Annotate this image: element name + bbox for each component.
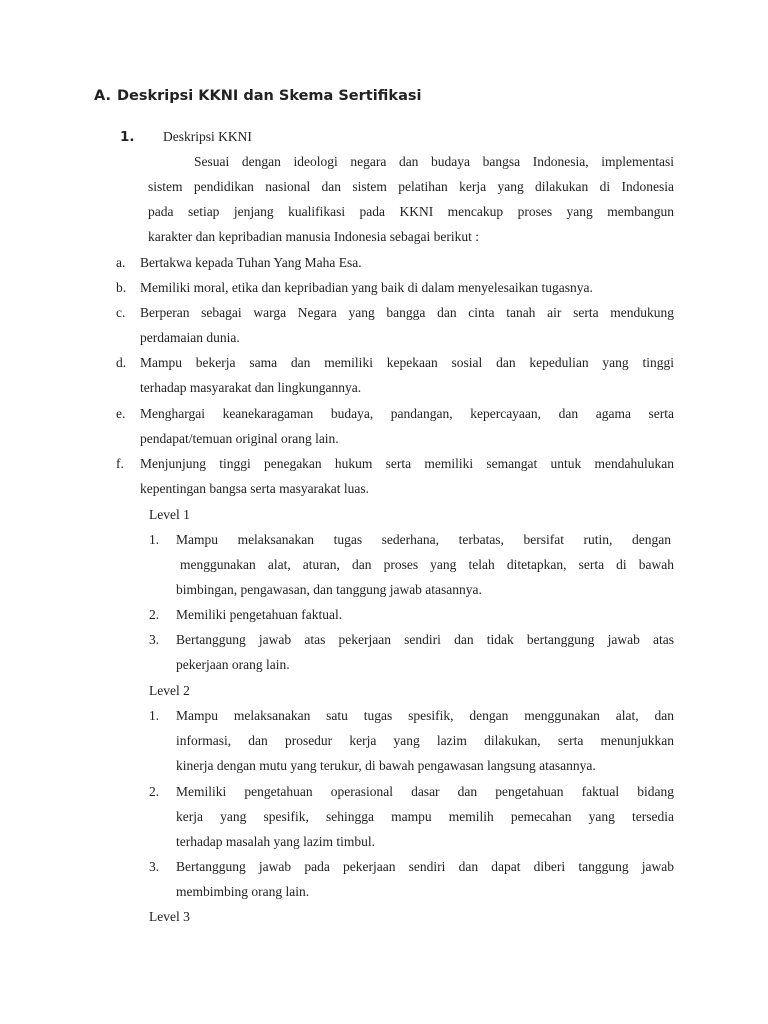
subsection-number: 1. <box>120 129 135 145</box>
list-marker: e. <box>116 406 126 421</box>
list-marker: d. <box>116 355 127 370</box>
level-item-continuation: kerja yang spesifik, sehingga mampu memilih pemecahan yang tersedia <box>176 809 674 824</box>
level-item-number: 1. <box>149 708 160 723</box>
level-item-continuation: informasi, dan prosedur kerja yang lazim dilakukan, serta menunjukkan <box>176 733 674 748</box>
section-title: Deskripsi KKNI dan Skema Sertifikasi <box>117 88 422 104</box>
level-item-number: 2. <box>149 607 160 622</box>
level-item-number: 3. <box>149 859 160 874</box>
intro-line: pada setiap jenjang kualifikasi pada KKNI mencakup proses yang membangun <box>148 204 674 219</box>
intro-line: karakter dan kepribadian manusia Indonesia sebagai berikut : <box>148 229 480 244</box>
subsection-title: Deskripsi KKNI <box>163 129 252 144</box>
level-item-number: 2. <box>149 784 160 799</box>
list-marker: b. <box>116 280 127 295</box>
list-item: Menjunjung tinggi penegakan hukum serta memiliki semangat untuk mendahulukan <box>140 456 674 471</box>
level-item-continuation: terhadap masalah yang lazim timbul. <box>176 834 376 849</box>
level-item: Memiliki pengetahuan operasional dasar dan pengetahuan faktual bidang <box>176 784 674 799</box>
level-item-continuation: menggunakan alat, aturan, dan proses yang telah ditetapkan, serta di bawah <box>180 557 674 572</box>
intro-line: Sesuai dengan ideologi negara dan budaya bangsa Indonesia, implementasi <box>194 154 674 169</box>
list-item-continuation: kepentingan bangsa serta masyarakat luas. <box>140 481 370 496</box>
section-letter: A. <box>94 88 111 104</box>
level-item: Bertanggung jawab pada pekerjaan sendiri dan dapat diberi tanggung jawab <box>176 859 674 874</box>
list-marker: c. <box>116 305 126 320</box>
level-item: Mampu melaksanakan satu tugas spesifik, dengan menggunakan alat, dan <box>176 708 674 723</box>
list-marker: a. <box>116 255 126 270</box>
level-item-continuation: pekerjaan orang lain. <box>176 657 290 672</box>
level-item: Memiliki pengetahuan faktual. <box>176 607 343 622</box>
list-item-continuation: perdamaian dunia. <box>140 330 240 345</box>
list-item-continuation: terhadap masyarakat dan lingkungannya. <box>140 380 362 395</box>
list-item: Menghargai keanekaragaman budaya, pandangan, kepercayaan, dan agama serta <box>140 406 674 421</box>
level-item-number: 3. <box>149 632 160 647</box>
list-item: Mampu bekerja sama dan memiliki kepekaan sosial dan kepedulian yang tinggi <box>140 355 674 370</box>
list-marker: f. <box>116 456 124 471</box>
list-item: Bertakwa kepada Tuhan Yang Maha Esa. <box>140 255 362 270</box>
level-item-continuation: kinerja dengan mutu yang terukur, di bawah pengawasan langsung atasannya. <box>176 758 596 773</box>
level-item-continuation: membimbing orang lain. <box>176 884 310 899</box>
level-item-number: 1. <box>149 532 160 547</box>
list-item: Berperan sebagai warga Negara yang bangga dan cinta tanah air serta mendukung <box>140 305 674 320</box>
level-item: Mampu melaksanakan tugas sederhana, terbatas, bersifat rutin, dengan <box>176 532 671 547</box>
list-item: Memiliki moral, etika dan kepribadian yang baik di dalam menyelesaikan tugasnya. <box>140 280 593 295</box>
level-item: Bertanggung jawab atas pekerjaan sendiri dan tidak bertanggung jawab atas <box>176 632 674 647</box>
level-label: Level 3 <box>149 909 190 924</box>
level-label: Level 2 <box>149 683 190 698</box>
level-item-continuation: bimbingan, pengawasan, dan tanggung jawab atasannya. <box>176 582 482 597</box>
list-item-continuation: pendapat/temuan original orang lain. <box>140 431 339 446</box>
level-label: Level 1 <box>149 507 190 522</box>
intro-line: sistem pendidikan nasional dan sistem pelatihan kerja yang dilakukan di Indonesia <box>148 179 674 194</box>
